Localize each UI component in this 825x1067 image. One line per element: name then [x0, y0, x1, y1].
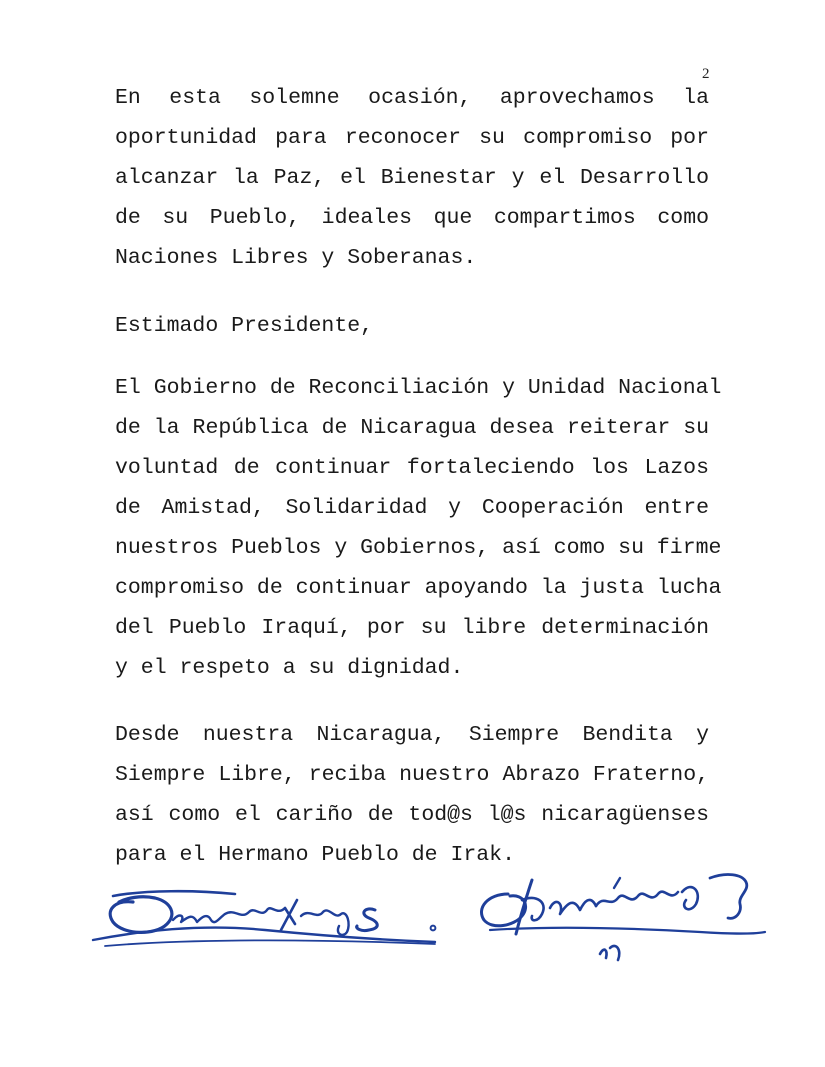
text-line: El Gobierno de Reconciliación y Unidad Nacional — [115, 376, 722, 400]
text-line: de su Pueblo, ideales que compartimos como — [115, 206, 709, 230]
signature-left — [85, 880, 455, 960]
text-line: Estimado Presidente, — [115, 314, 374, 338]
salutation — [115, 306, 709, 346]
text-line: de la República de Nicaragua desea reiterar su — [115, 416, 709, 440]
signature-right — [470, 858, 770, 973]
paragraph-government — [115, 368, 722, 688]
text-line: Naciones Libres y Soberanas. — [115, 246, 477, 270]
text-line: así como el cariño de tod@s l@s nicaragüenses — [115, 803, 709, 827]
text-line: para el Hermano Pueblo de Irak. — [115, 843, 515, 867]
text-line: En esta solemne ocasión, aprovechamos la — [115, 86, 709, 110]
text-line: y el respeto a su dignidad. — [115, 656, 464, 680]
paragraph-occasion — [115, 78, 709, 278]
text-line: del Pueblo Iraquí, por su libre determinación — [115, 616, 709, 640]
text-line: nuestros Pueblos y Gobiernos, así como su firme — [115, 536, 722, 560]
text-line: Siempre Libre, reciba nuestro Abrazo Fraterno, — [115, 763, 709, 787]
text-line: oportunidad para reconocer su compromiso por — [115, 126, 709, 150]
text-line: alcanzar la Paz, el Bienestar y el Desarrollo — [115, 166, 709, 190]
text-line: compromiso de continuar apoyando la justa lucha — [115, 576, 722, 600]
text-line: Desde nuestra Nicaragua, Siempre Bendita y — [115, 723, 709, 747]
page-number: 2 — [702, 66, 710, 82]
paragraph-closing — [115, 715, 709, 875]
text-line: de Amistad, Solidaridad y Cooperación entre — [115, 496, 709, 520]
text-line: voluntad de continuar fortaleciendo los Lazos — [115, 456, 709, 480]
